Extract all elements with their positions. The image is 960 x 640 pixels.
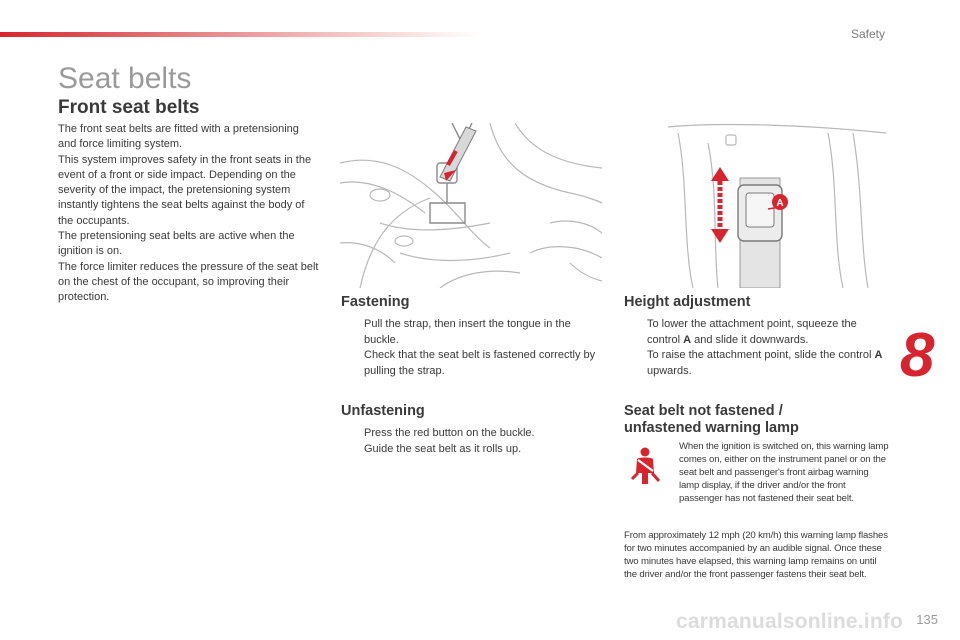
intro-text xyxy=(58,122,320,306)
watermark: carmanualsonline.info xyxy=(676,610,904,633)
warning-lamp-text: When the ignition is switched on, this warning lamp comes on, either on the instrument panel or on the seat belt and passenger's front airbag warning lamp display, if the driver and/or the front passenger has not fastened their seat belt. xyxy=(679,441,889,505)
page-number: 135 xyxy=(916,612,938,627)
intro-paragraph: The force limiter reduces the pressure of the seat belt on the chest of the occupant, so improving their protection. xyxy=(58,260,319,304)
fastening-list xyxy=(341,317,603,379)
control-a-label: A xyxy=(776,198,784,209)
chapter-number: 8 xyxy=(900,321,935,390)
buckle-illustration xyxy=(340,123,602,288)
height-adjustment-list xyxy=(624,317,886,379)
seatbelt-warning-icon xyxy=(626,446,666,486)
section-subtitle: Front seat belts xyxy=(58,97,200,118)
page-title: Seat belts xyxy=(58,62,192,95)
fastening-heading: Fastening xyxy=(341,294,410,310)
height-adjust-illustration xyxy=(668,123,886,288)
header-accent-bar xyxy=(0,32,480,37)
list-item: Check that the seat belt is fastened correctly by pulling the strap. xyxy=(364,349,596,377)
buckle-drawing xyxy=(340,123,602,288)
unfastening-heading: Unfastening xyxy=(341,403,425,419)
section-label: Safety xyxy=(850,27,885,41)
list-item: To raise the attachment point, slide the control A upwards. xyxy=(647,349,883,377)
list-item: To lower the attachment point, squeeze the control A and slide it downwards. xyxy=(647,318,857,346)
list-item: Press the red button on the buckle. xyxy=(364,427,535,439)
warning-lamp-heading-line: Seat belt not fastened / xyxy=(624,403,783,419)
warning-lamp-heading xyxy=(624,403,799,437)
unfastening-list xyxy=(341,426,603,457)
warning-lamp-heading-line: unfastened warning lamp xyxy=(624,420,799,436)
list-item: Guide the seat belt as it rolls up. xyxy=(364,442,522,455)
intro-paragraph: The front seat belts are fitted with a pretensioning and force limiting system. xyxy=(58,123,299,151)
height-adjust-drawing xyxy=(668,123,886,288)
intro-paragraph: This system improves safety in the front seats in the event of a front or side impact. Depending on the severity of the impact, the pretensioning system instantly tightens the seat belts against the body of the occupants. xyxy=(58,153,312,227)
height-adjustment-heading: Height adjustment xyxy=(624,294,751,310)
warning-lamp-text-2: From approximately 12 mph (20 km/h) this warning lamp flashes for two minutes accompanied by an audible signal. Once these two minutes have elapsed, this warning lamp remains on until the driver and/or the front passenger fastens their seat belt. xyxy=(624,530,888,581)
intro-paragraph: The pretensioning seat belts are active when the ignition is on. xyxy=(58,230,295,258)
list-item: Pull the strap, then insert the tongue in the buckle. xyxy=(364,318,571,346)
